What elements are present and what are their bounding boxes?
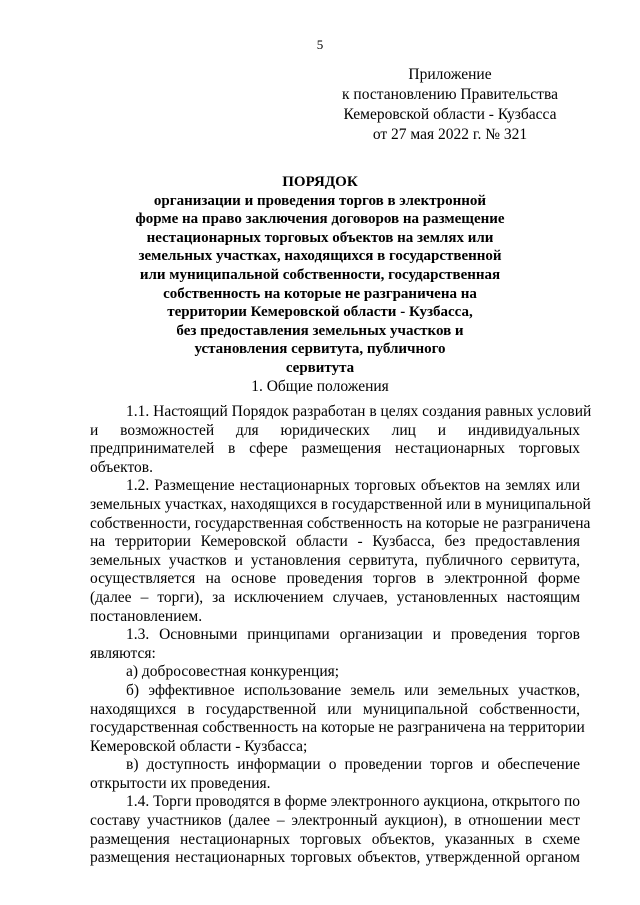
body-line: на территории Кемеровской области - Кузбасса, без предоставления [90,533,580,551]
body-line: составу участников (далее – электронный аукцион), в отношении мест [90,812,580,830]
body-line: Кемеровской области - Кузбасса; [90,737,308,755]
appendix-block [330,65,570,145]
title-line: или муниципальной собственности, государственная [139,266,501,283]
appendix-line: Приложение [408,66,492,83]
section-heading: 1. Общие положения [251,378,389,395]
title-line: нестационарных торговых объектов на землях или [146,229,494,246]
appendix-line: от 27 мая 2022 г. № 321 [372,126,528,143]
body-line: предпринимателей в сфере размещения нестационарных торговых [90,440,580,458]
body-line: 1.2. Размещение нестационарных торговых объектов на землях или [126,477,580,495]
body-line: 1.1. Настоящий Порядок разработан в целях создания равных условий [126,403,592,420]
appendix-line: Кемеровской области - Кузбасса [343,106,557,123]
body-line: являются: [90,644,156,662]
body-line: (далее – торги), за исключением случаев, установленных настоящим [90,588,580,606]
body-line: 1.4. Торги проводятся в форме электронного аукциона, открытого по [126,793,581,811]
body-line: постановлением. [90,607,203,625]
title-line: сервитута [285,359,355,376]
body-text [90,403,592,868]
title-line: территории Кемеровской области - Кузбасса, [167,304,473,321]
document-title [100,173,540,378]
appendix-line: к постановлению Правительства [342,86,558,103]
body-line: 1.3. Основными принципами организации и проведения торгов [126,626,580,644]
title-line: без предоставления земельных участков и [176,322,464,339]
body-line: собственности, государственная собственность на которые не разграничена [90,514,591,532]
body-line: размещения нестационарных торговых объектов, утвержденной органом [90,849,580,867]
body-line: размещения нестационарных торговых объектов, указанных в схеме [90,830,580,848]
body-line: осуществляется на основе проведения торгов в электронной форме [90,570,580,588]
page-number: 5 [316,37,324,52]
body-line: государственная собственность на которые не разграничена на территории [90,719,585,737]
body-line: в) доступность информации о проведении торгов и обеспечение [126,756,580,774]
title-line: форме на право заключения договоров на размещение [135,211,505,228]
title-line: установления сервитута, публичного [194,341,446,358]
body-line: а) добросовестная конкуренция; [126,663,340,681]
body-line: открытости их проведения. [90,774,271,792]
body-line: земельных участках, находящихся в государственной или в муниципальной [90,495,591,513]
title-line: земельных участках, находящихся в государственной [138,248,502,265]
title-line: организации и проведения торгов в электронной [153,192,487,209]
body-line: объектов. [90,458,153,476]
body-line: и возможностей для юридических лиц и индивидуальных [90,421,580,439]
body-line: находящихся в государственной или муниципальной собственности, [90,700,580,718]
body-line: б) эффективное использование земель или земельных участков, [126,681,580,699]
title-line: собственность на которые не разграничена на [163,285,477,302]
title-line: ПОРЯДОК [282,174,358,190]
body-line: земельных участков и установления сервитута, публичного сервитута, [90,551,580,569]
